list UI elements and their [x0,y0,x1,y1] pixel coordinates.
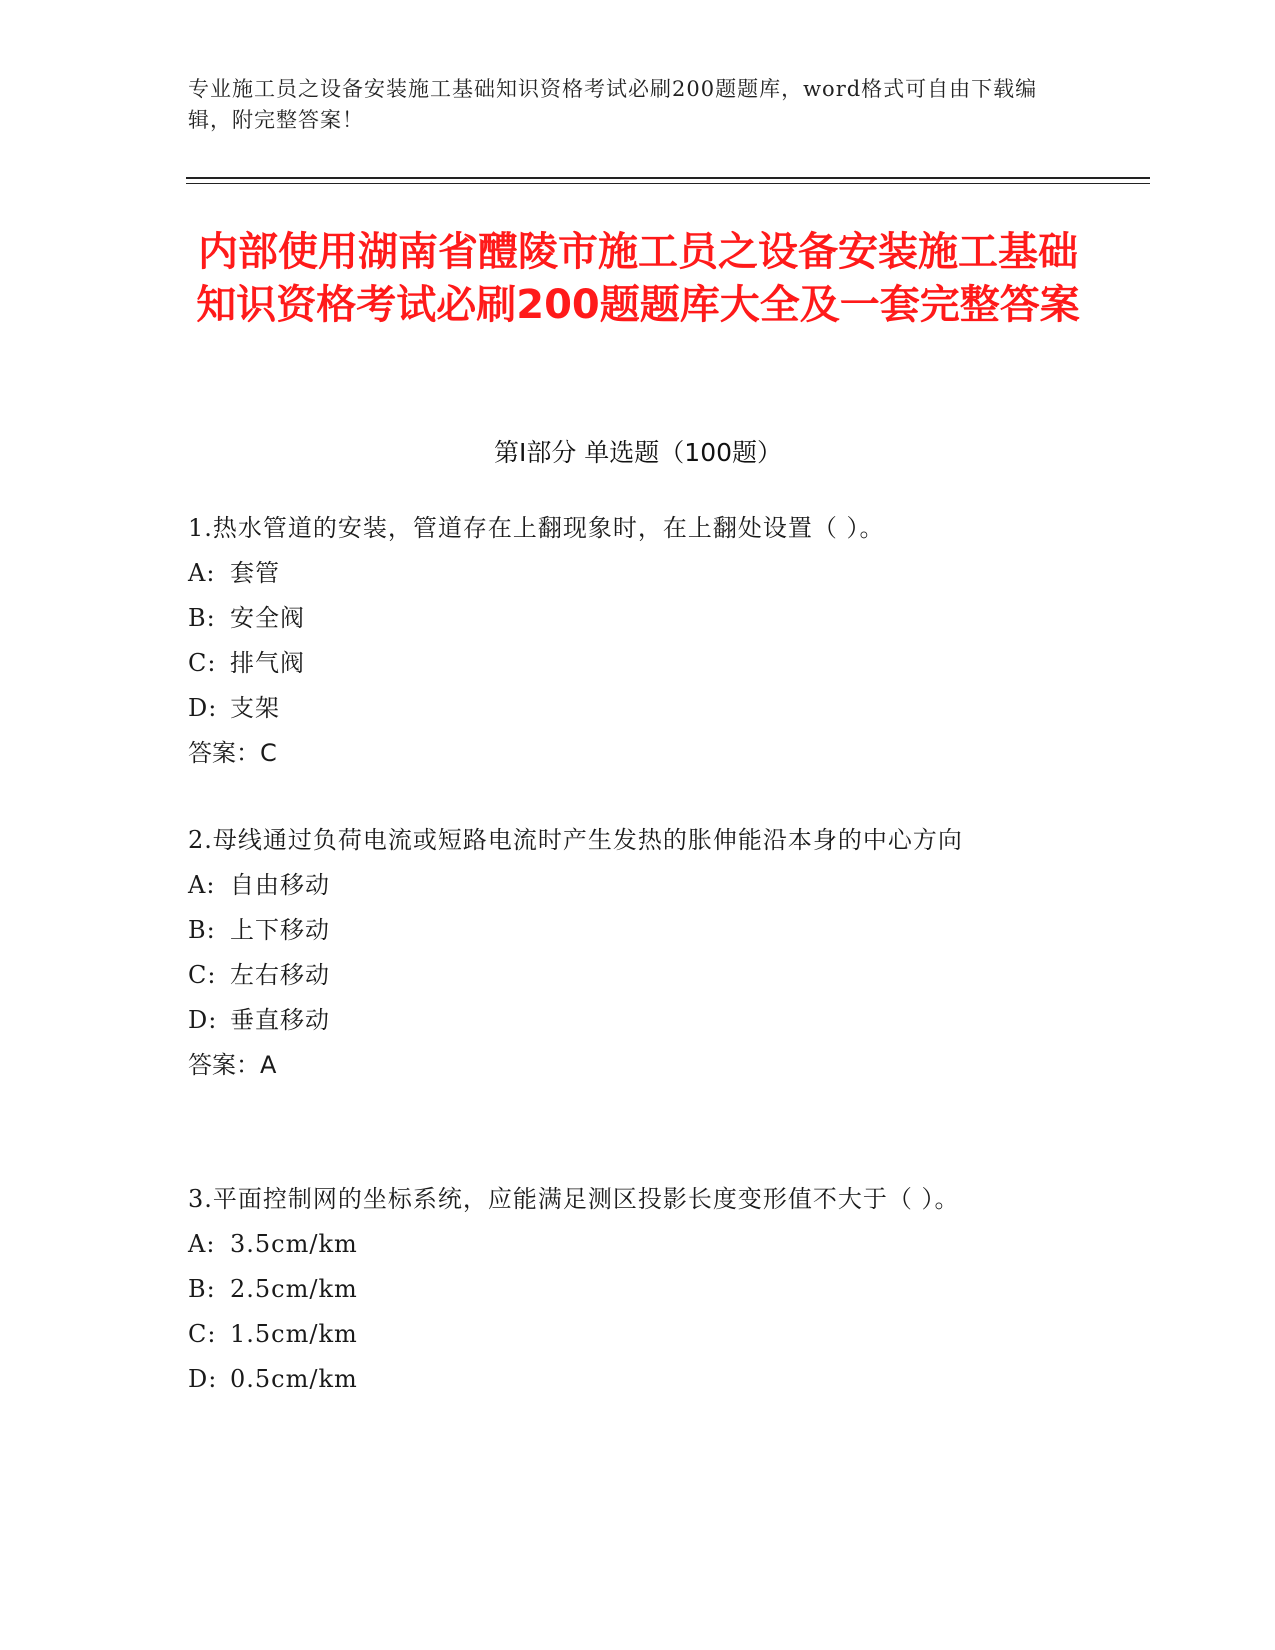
option-c [188,953,1068,998]
header-rule-thin [186,183,1150,184]
option-text: 支架 [230,694,280,722]
option-b [188,1267,1068,1312]
question-stem: 2.母线通过负荷电流或短路电流时产生发热的胀伸能沿本身的中心方向 [188,826,963,854]
option-key: B: [188,916,216,944]
option-text: 1.5cm/km [230,1320,358,1348]
option-key: D: [188,1006,218,1034]
option-d [188,1357,1068,1402]
option-text: 安全阀 [230,604,305,632]
question-stem: 1.热水管道的安装，管道存在上翻现象时，在上翻处设置（ ）。 [188,514,885,542]
option-a [188,551,1068,596]
question-2 [188,818,1068,1088]
option-key: A: [188,871,216,899]
option-text: 0.5cm/km [230,1365,358,1393]
option-text: 垂直移动 [230,1006,330,1034]
option-key: C: [188,1320,217,1348]
option-key: A: [188,559,216,587]
option-a [188,863,1068,908]
question-stem: 3.平面控制网的坐标系统，应能满足测区投影长度变形值不大于（ ）。 [188,1185,960,1213]
option-key: A: [188,1230,216,1258]
option-text: 自由移动 [230,871,330,899]
document-title: 内部使用湖南省醴陵市施工员之设备安装施工基础知识资格考试必刷200题题库大全及一套完整答案 [196,229,1080,328]
option-key: B: [188,1275,216,1303]
option-text: 套管 [230,559,280,587]
header-note: 专业施工员之设备安装施工基础知识资格考试必刷200题题库，word格式可自由下载编辑，附完整答案！ [188,77,1038,132]
option-c [188,641,1068,686]
option-key: C: [188,961,217,989]
option-key: B: [188,604,216,632]
option-a [188,1222,1068,1267]
answer: 答案：C [188,739,277,767]
option-key: D: [188,1365,218,1393]
question-1 [188,506,1068,776]
option-text: 左右移动 [230,961,330,989]
option-b [188,908,1068,953]
section-heading: 第Ⅰ部分 单选题（100题） [493,438,783,467]
option-text: 上下移动 [230,916,330,944]
answer: 答案：A [188,1051,277,1079]
question-3 [188,1177,1068,1402]
option-d [188,998,1068,1043]
option-d [188,686,1068,731]
option-b [188,596,1068,641]
option-c [188,1312,1068,1357]
option-text: 2.5cm/km [230,1275,358,1303]
option-text: 3.5cm/km [230,1230,358,1258]
header-rule-thick [186,177,1150,179]
option-text: 排气阀 [230,649,305,677]
option-key: D: [188,694,218,722]
option-key: C: [188,649,217,677]
